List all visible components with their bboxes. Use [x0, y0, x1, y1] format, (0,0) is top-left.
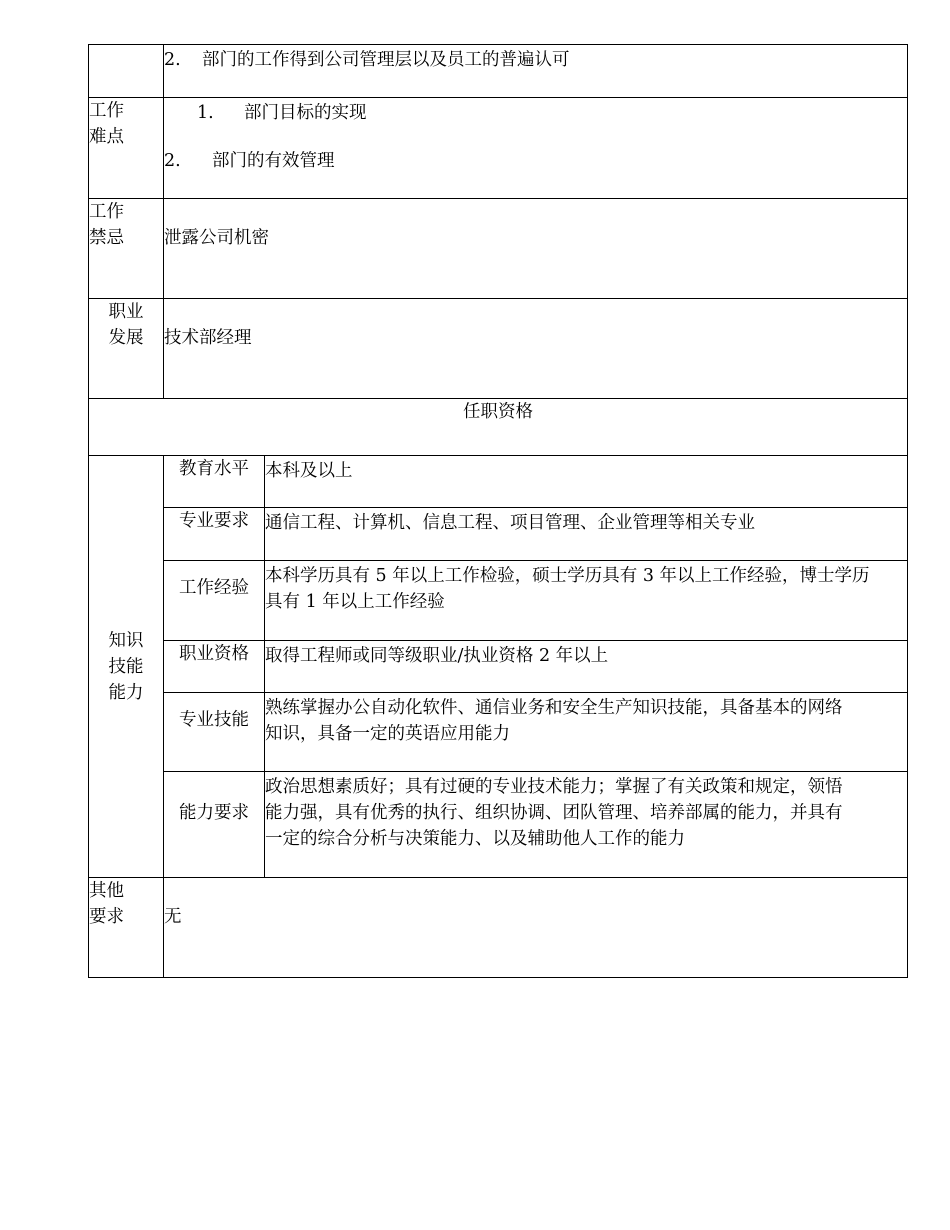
- taboo-text: 泄露公司机密: [164, 228, 269, 248]
- career-label-line-2: 发展: [108, 328, 144, 348]
- education-text: 本科及以上: [265, 461, 353, 481]
- ability-text-line-2: 能力强，具有优秀的执行、组织协调、团队管理、培养部属的能力，并具有: [265, 803, 843, 823]
- list-item-text: 部门的工作得到公司管理层以及员工的普遍认可: [202, 50, 570, 70]
- experience-value: [265, 561, 908, 641]
- taboo-label: [89, 199, 164, 299]
- qualifications-title: 任职资格: [89, 399, 908, 456]
- group-label-line-1: 知识: [108, 630, 144, 651]
- continuation-label-cell: [89, 45, 164, 98]
- qualifications-title-row: [89, 399, 908, 456]
- qualification-row: [89, 561, 908, 641]
- skills-text-line-1: 熟练掌握办公自动化软件、通信业务和安全生产知识技能，具备基本的网络: [265, 698, 843, 718]
- list-item-text: 部门目标的实现: [244, 103, 367, 123]
- difficulty-label-line-2: 难点: [89, 127, 124, 147]
- continuation-content-cell: [164, 45, 908, 98]
- experience-label: 工作经验: [164, 561, 265, 641]
- taboo-label-line-1: 工作: [89, 202, 124, 222]
- taboo-label-line-2: 禁忌: [89, 228, 124, 248]
- qualification-row: [89, 641, 908, 693]
- taboo-row: [89, 199, 908, 299]
- other-row: [89, 878, 908, 978]
- education-label: 教育水平: [164, 456, 265, 508]
- list-item-text: 部门的有效管理: [212, 151, 335, 171]
- major-text: 通信工程、计算机、信息工程、项目管理、企业管理等相关专业: [265, 513, 755, 533]
- list-number: 2.: [164, 151, 181, 171]
- experience-text-line-2: 具有 1 年以上工作经验: [265, 592, 445, 612]
- qualification-row: [89, 508, 908, 561]
- difficulty-content: [164, 98, 908, 199]
- career-row: [89, 299, 908, 399]
- ability-label: 能力要求: [164, 772, 265, 878]
- other-text: 无: [164, 907, 182, 927]
- other-content: [164, 878, 908, 978]
- ability-value: [265, 772, 908, 878]
- list-number: 1.: [197, 103, 214, 123]
- education-value: [265, 456, 908, 508]
- difficulty-label: [89, 98, 164, 199]
- experience-text-line-1: 本科学历具有 5 年以上工作检验，硕士学历具有 3 年以上工作经验，博士学历: [265, 566, 870, 586]
- other-label-line-2: 要求: [89, 907, 124, 927]
- certification-text: 取得工程师或同等级职业/执业资格 2 年以上: [265, 646, 609, 666]
- other-label: [89, 878, 164, 978]
- knowledge-skills-ability-label: [89, 456, 164, 878]
- ability-text-line-1: 政治思想素质好；具有过硬的专业技术能力；掌握了有关政策和规定，领悟: [265, 777, 843, 797]
- skills-text-line-2: 知识，具备一定的英语应用能力: [265, 724, 510, 744]
- certification-value: [265, 641, 908, 693]
- other-label-line-1: 其他: [89, 881, 124, 901]
- difficulty-label-line-1: 工作: [89, 101, 124, 121]
- major-value: [265, 508, 908, 561]
- skills-label: 专业技能: [164, 693, 265, 772]
- career-label: [89, 299, 164, 399]
- career-text: 技术部经理: [164, 328, 252, 348]
- list-number: 2.: [164, 50, 181, 70]
- continuation-row: [89, 45, 908, 98]
- ability-text-line-3: 一定的综合分析与决策能力、以及辅助他人工作的能力: [265, 829, 685, 849]
- skills-value: [265, 693, 908, 772]
- difficulty-row: [89, 98, 908, 199]
- qualification-row: [89, 456, 908, 508]
- qualification-row: [89, 693, 908, 772]
- job-description-table: [88, 44, 908, 978]
- group-label-line-3: 能力: [108, 682, 144, 703]
- group-label-line-2: 技能: [108, 656, 144, 677]
- certification-label: 职业资格: [164, 641, 265, 693]
- qualification-row: [89, 772, 908, 878]
- taboo-content: [164, 199, 908, 299]
- career-content: [164, 299, 908, 399]
- career-label-line-1: 职业: [108, 302, 144, 322]
- major-label: 专业要求: [164, 508, 265, 561]
